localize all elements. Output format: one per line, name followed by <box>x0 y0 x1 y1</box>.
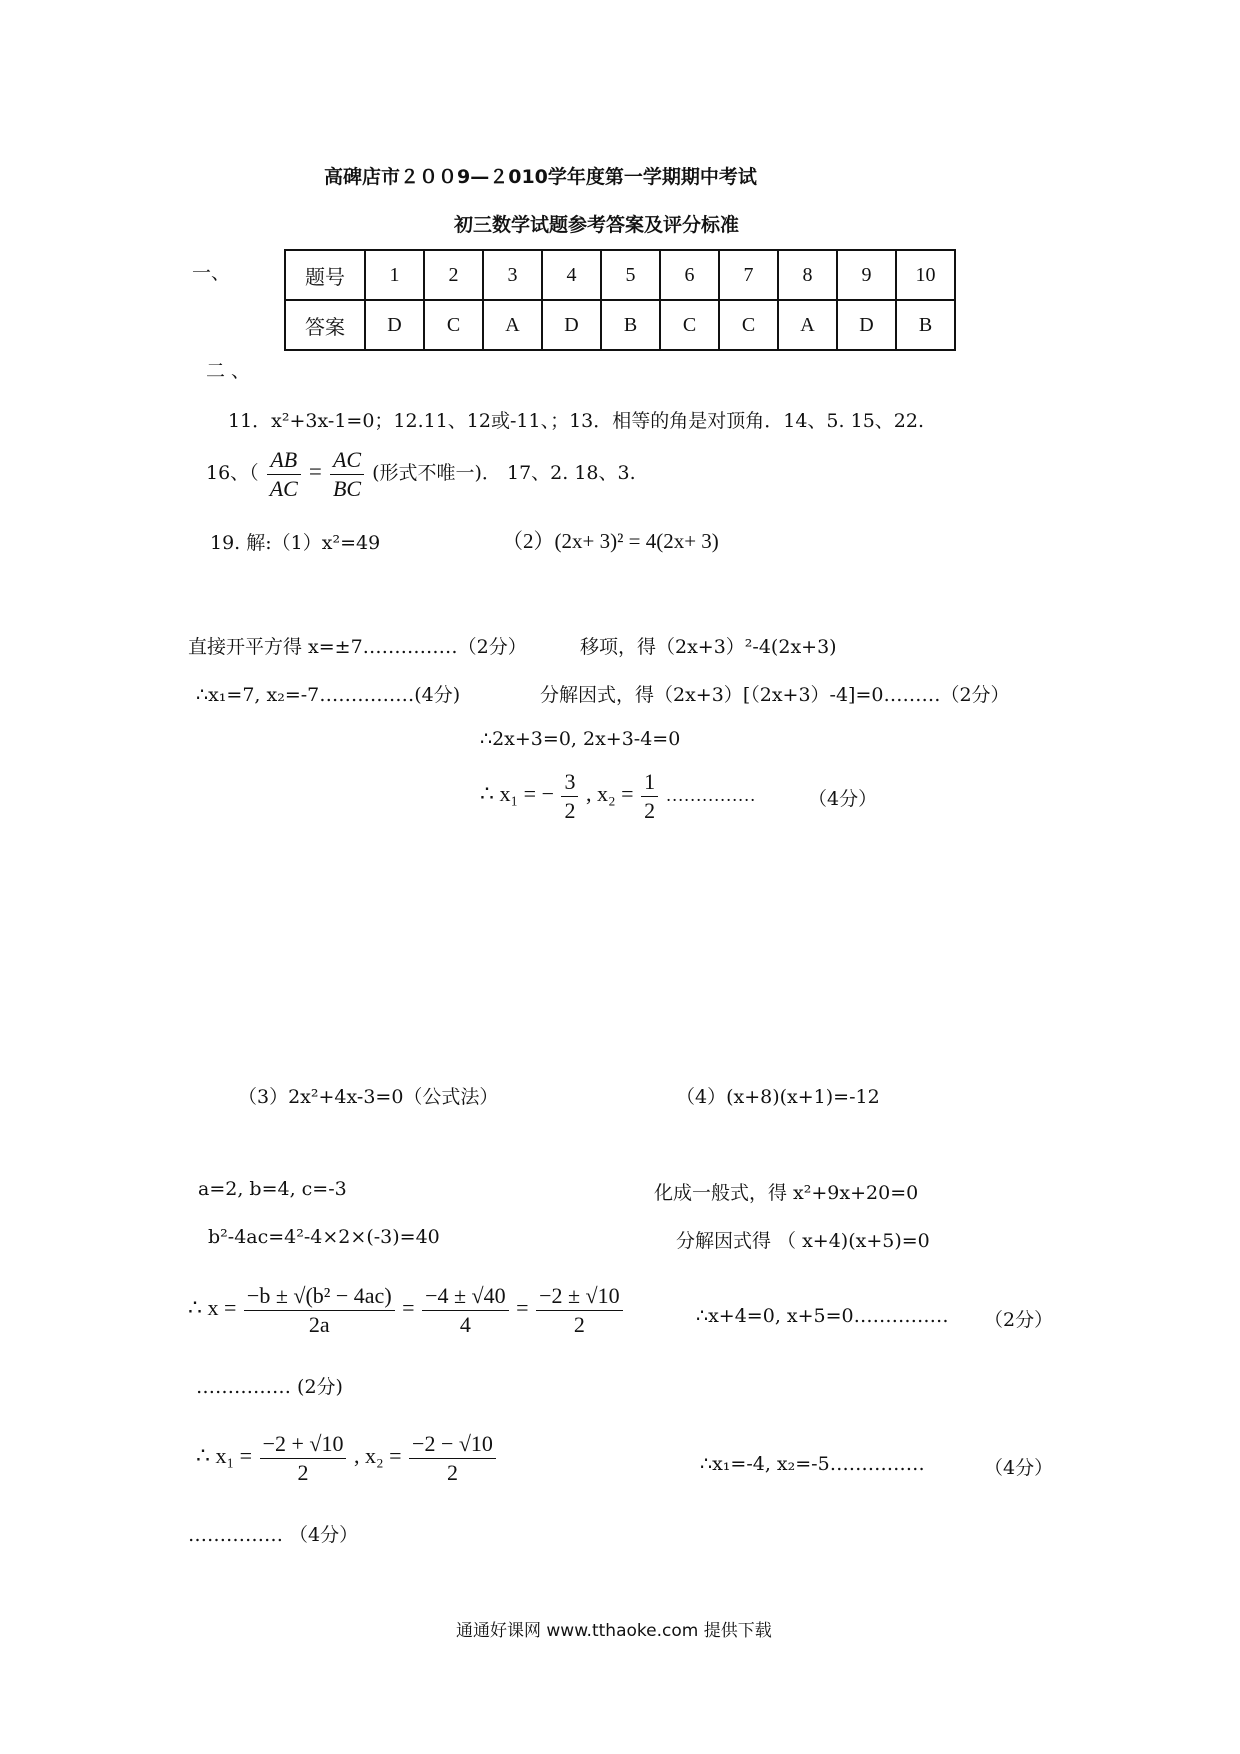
fraction-denominator: 2 <box>446 1459 458 1485</box>
fraction-denominator: 2a <box>308 1311 330 1337</box>
answer-row <box>285 300 955 350</box>
fraction-denominator: BC <box>332 475 362 501</box>
q19-step3: ∴2x+3=0, 2x+3-4=0 <box>480 728 681 750</box>
answer-cell: D <box>365 300 424 350</box>
answer-key-title: 初三数学试题参考答案及评分标准 <box>454 214 740 236</box>
question-number: 3 <box>483 250 542 300</box>
formula-prefix: ∴ x = <box>188 1295 237 1321</box>
fraction-denominator: 2 <box>564 797 576 823</box>
fraction-numerator: −4 ± √40 <box>422 1282 509 1311</box>
answer-row-label: 答案 <box>285 300 365 350</box>
fraction-numerator: 3 <box>561 768 578 797</box>
q16-prefix: 16、（ <box>206 462 259 484</box>
q4-score2: （4分） <box>984 1457 1054 1479</box>
q19-step1-right: 移项，得（2x+3）²-4(2x+3) <box>580 636 837 658</box>
q3-quadratic-formula: ∴ x = $\frac{\text{−b ± √(b² − 4ac)}}{2a}$ = $\frac{-4 \pm √40}{4}$ = $\frac{-2 \pm √10}{2}$ <box>188 1282 625 1338</box>
q16-fraction-right <box>330 446 364 502</box>
fraction-numerator: −2 ± √10 <box>536 1282 623 1311</box>
answer-table <box>284 249 956 351</box>
q19-step1-left: 直接开平方得 x=±7……………（2分） <box>188 636 527 658</box>
q16-suffix: (形式不唯一)． 17、2. 18、3. <box>372 462 636 484</box>
answer-cell: A <box>778 300 837 350</box>
q4-score1: （2分） <box>984 1309 1054 1331</box>
q4-factor-equations: ∴x+4=0, x+5=0…………… <box>696 1305 949 1327</box>
q3-discriminant: b²-4ac=4²-4×2×(-3)=40 <box>208 1226 440 1248</box>
fraction <box>244 1282 395 1338</box>
answer-cell: B <box>601 300 660 350</box>
fraction <box>260 1430 347 1486</box>
question-number: 1 <box>365 250 424 300</box>
q19-intro: 19. 解:（1）x²=49 <box>210 532 381 554</box>
question-number: 7 <box>719 250 778 300</box>
question-number: 4 <box>542 250 601 300</box>
answer-cell: C <box>719 300 778 350</box>
q3-coefficients: a=2, b=4, c=-3 <box>198 1178 347 1200</box>
q4-title: （4）(x+8)(x+1)=-12 <box>676 1086 880 1108</box>
solution-prefix: ∴ x₁ = − <box>480 781 554 807</box>
answer-cell: A <box>483 300 542 350</box>
answer-cell: B <box>896 300 955 350</box>
section1-label: 一、 <box>192 262 231 284</box>
fraction-denominator: 2 <box>644 797 656 823</box>
solution-mid: , x₂ = <box>353 1443 402 1469</box>
fraction-numerator: AB <box>267 446 301 475</box>
footer-source: 通通好课网 www.tthaoke.com 提供下载 <box>456 1621 772 1641</box>
fraction <box>561 768 578 824</box>
question-number: 8 <box>778 250 837 300</box>
fraction-numerator: −b ± √(b² − 4ac) <box>244 1282 395 1311</box>
question-number: 6 <box>660 250 719 300</box>
solution-mid: , x₂ = <box>585 781 634 807</box>
question-number: 5 <box>601 250 660 300</box>
answer-cell: D <box>837 300 896 350</box>
fraction-denominator: AC <box>269 475 298 501</box>
solution-prefix: ∴ x₁ = <box>196 1443 253 1469</box>
answer-cell: C <box>660 300 719 350</box>
q3-title: （3）2x²+4x-3=0（公式法） <box>238 1086 499 1108</box>
q19-part2-equation: （2）(2x+ 3)² = 4(2x+ 3) <box>502 529 719 553</box>
q4-general-form: 化成一般式，得 x²+9x+20=0 <box>654 1182 919 1204</box>
q19-score: （4分） <box>808 788 878 810</box>
fill-answers-line2 <box>206 446 636 502</box>
section2-label: 二 、 <box>206 360 251 382</box>
question-number: 9 <box>837 250 896 300</box>
q4-factorization: 分解因式得 （ x+4)(x+5)=0 <box>676 1230 930 1252</box>
fraction <box>409 1430 496 1486</box>
equals-sign: = <box>308 459 322 484</box>
fraction-numerator: AC <box>330 446 364 475</box>
question-number: 10 <box>896 250 955 300</box>
leader-dots: …………… <box>665 785 756 806</box>
fraction-denominator: 4 <box>459 1311 471 1337</box>
question-row <box>285 250 955 300</box>
question-number: 2 <box>424 250 483 300</box>
fraction-numerator: −2 − √10 <box>409 1430 496 1459</box>
fraction-numerator: −2 + √10 <box>260 1430 347 1459</box>
fraction <box>536 1282 623 1338</box>
q16-fraction-left <box>267 446 301 502</box>
question-row-label: 题号 <box>285 250 365 300</box>
fraction <box>422 1282 509 1338</box>
q19-step2-left: ∴x₁=7, x₂=-7……………(4分) <box>196 684 461 706</box>
fraction-denominator: 2 <box>297 1459 309 1485</box>
q4-solutions: ∴x₁=-4, x₂=-5…………… <box>700 1453 925 1475</box>
fraction <box>641 768 658 824</box>
q3-solutions <box>196 1430 498 1486</box>
q3-score2: …………… （4分） <box>188 1524 359 1546</box>
fraction-denominator: 2 <box>573 1311 585 1337</box>
fill-answers-line1: 11．x²+3x-1=0；12.11、12或-11、；13．相等的角是对顶角．14、5. 15、22. <box>228 410 924 432</box>
answer-cell: D <box>542 300 601 350</box>
q19-solution <box>480 768 756 824</box>
answer-cell: C <box>424 300 483 350</box>
fraction-numerator: 1 <box>641 768 658 797</box>
q19-step2-right: 分解因式，得（2x+3）[（2x+3）-4]=0………（2分） <box>540 684 1010 706</box>
q3-score1: …………… (2分) <box>196 1376 343 1398</box>
exam-title: 高碑店市２００9—２010学年度第一学期期中考试 <box>324 166 757 188</box>
